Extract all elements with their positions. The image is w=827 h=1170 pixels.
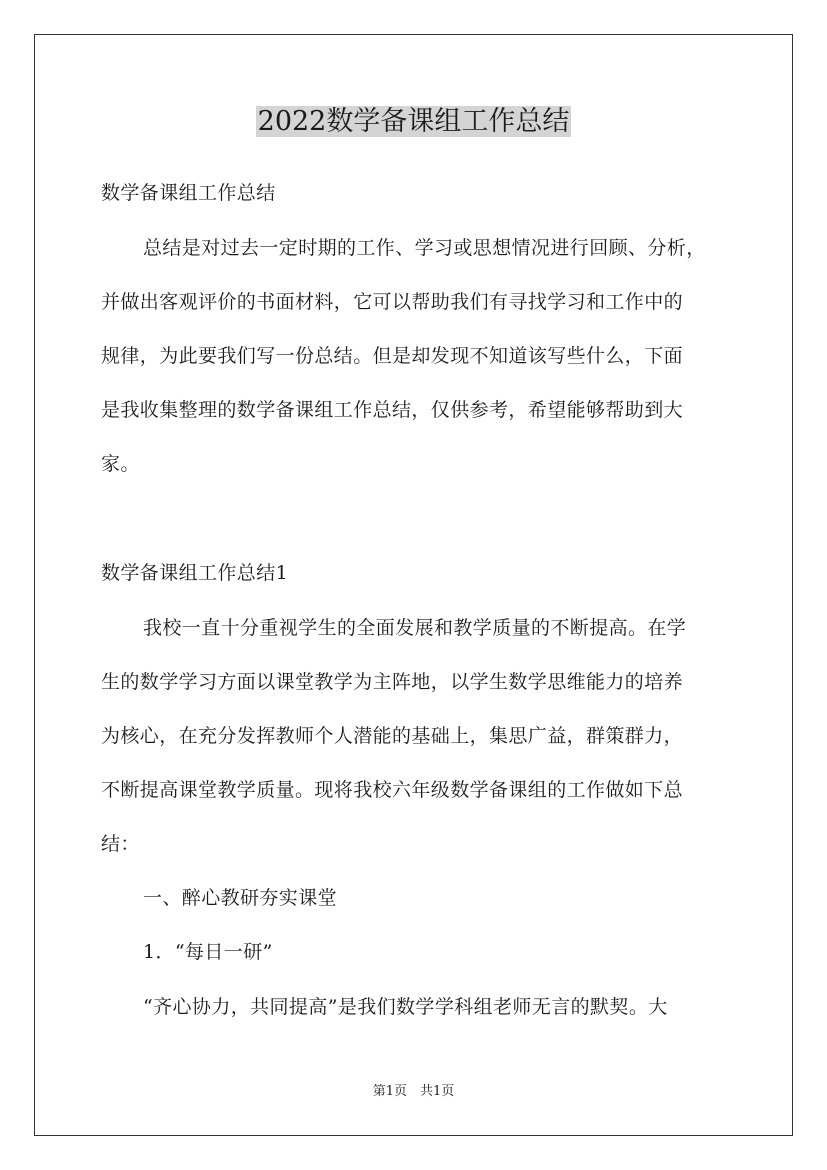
document-title: 2022数学备课组工作总结 — [257, 106, 570, 137]
heading-line: 数学备课组工作总结 — [101, 182, 276, 204]
subheading-line: 1．“每日一研” — [143, 941, 273, 963]
paragraph-line: 总结是对过去一定时期的工作、学习或思想情况进行回顾、分析， — [143, 237, 706, 259]
paragraph-line: 不断提高课堂教学质量。现将我校六年级数学备课组的工作做如下总 — [101, 779, 684, 801]
paragraph-line: 并做出客观评价的书面材料，它可以帮助我们有寻找学习和工作中的 — [101, 291, 684, 313]
paragraph-line: 我校一直十分重视学生的全面发展和教学质量的不断提高。在学 — [143, 617, 687, 639]
paragraph-line: 家。 — [101, 453, 140, 475]
subheading-line: 一、醉心教研夯实课堂 — [143, 887, 338, 909]
paragraph-line: 是我收集整理的数学备课组工作总结，仅供参考，希望能够帮助到大 — [101, 399, 684, 421]
paragraph-line: 生的数学学习方面以课堂教学为主阵地，以学生数学思维能力的培养 — [101, 671, 684, 693]
paragraph-line: 为核心，在充分发挥教师个人潜能的基础上，集思广益，群策群力， — [101, 725, 684, 747]
paragraph-line: 结： — [101, 833, 140, 855]
section-heading: 数学备课组工作总结1 — [101, 562, 289, 584]
paragraph-line: 规律，为此要我们写一份总结。但是却发现不知道该写些什么，下面 — [101, 345, 684, 367]
page-footer: 第1页 共1页 — [372, 1084, 455, 1099]
paragraph-line: “齐心协力，共同提高”是我们数学学科组老师无言的默契。大 — [143, 996, 668, 1018]
